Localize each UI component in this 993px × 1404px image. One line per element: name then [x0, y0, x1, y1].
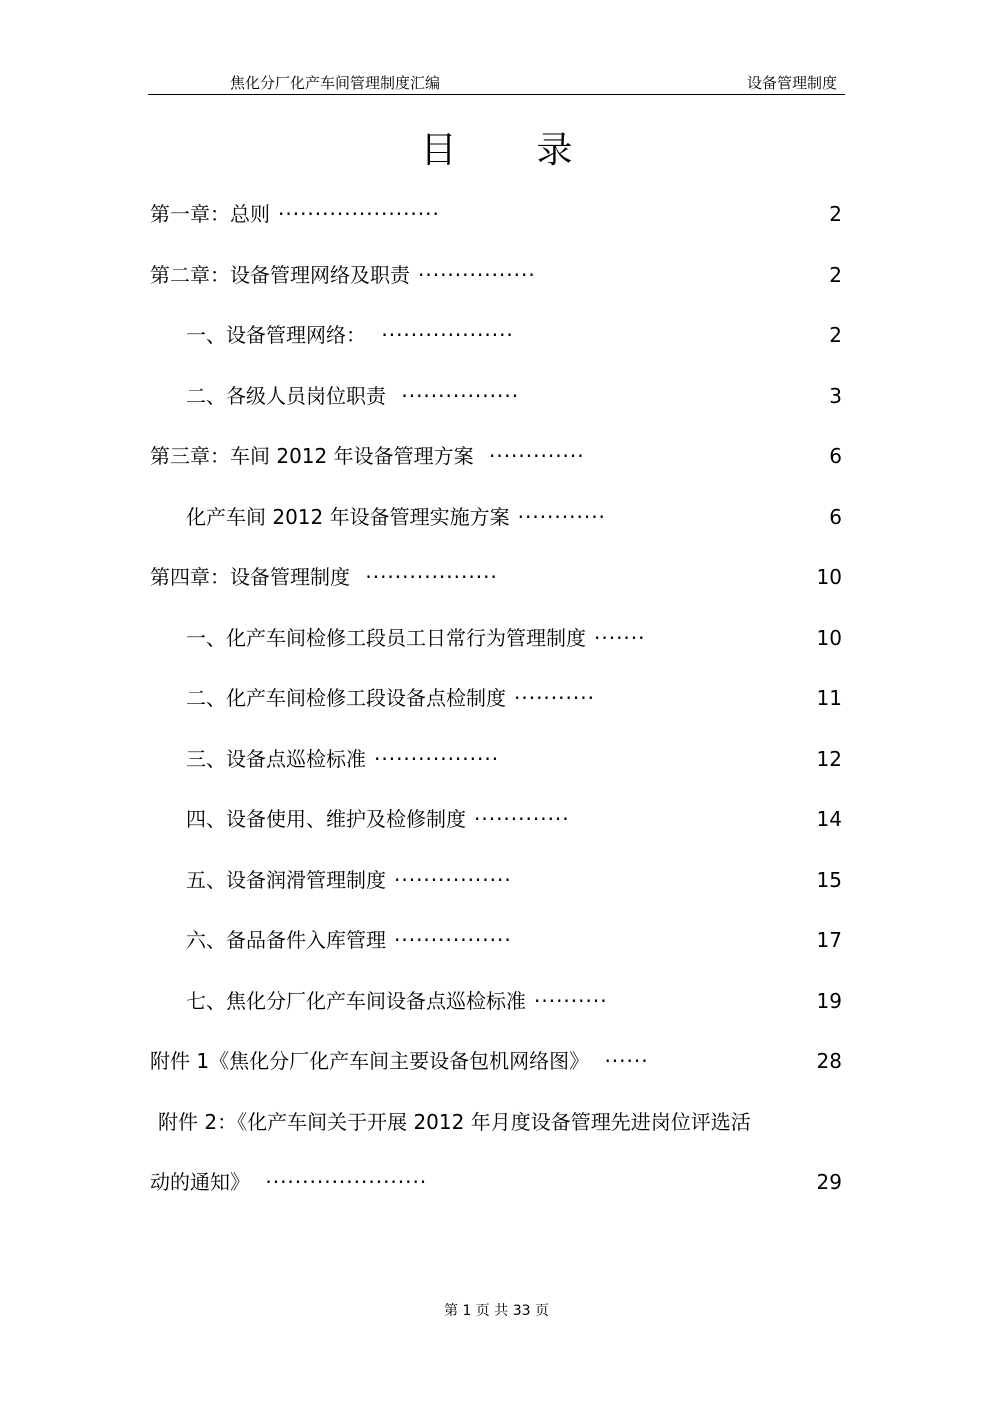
toc-leader-dots: ················	[394, 928, 512, 952]
toc-leader-dots: ··········	[534, 988, 608, 1013]
toc-title	[0, 122, 993, 173]
toc-entry-text	[150, 259, 536, 291]
toc-entry-text	[186, 803, 570, 835]
toc-entry-label: 第三章：车间 2012 年设备管理方案	[150, 444, 474, 468]
toc-entry-label: 五、设备润滑管理制度	[186, 867, 386, 892]
toc-page-number: 2	[829, 262, 842, 287]
toc-entry-text	[186, 380, 519, 412]
toc-entry-label: 化产车间 2012 年设备管理实施方案	[186, 504, 510, 529]
toc-entry-label: 二、化产车间检修工段设备点检制度	[186, 686, 506, 710]
toc-leader-dots: ······	[597, 1049, 649, 1073]
toc-entry-text	[150, 1166, 427, 1198]
toc-entry[interactable]	[150, 622, 842, 683]
toc-leader-dots: ······················	[258, 1170, 428, 1194]
toc-page-number: 10	[816, 565, 842, 589]
toc-page-number: 3	[829, 383, 842, 408]
toc-page-number: 28	[816, 1049, 842, 1073]
toc-entry-text	[186, 985, 608, 1017]
toc-entry-text	[150, 1045, 649, 1077]
toc-entry[interactable]	[150, 985, 842, 1046]
toc-page-number: 10	[816, 625, 842, 650]
toc-page-number: 6	[829, 504, 842, 529]
toc-entry-text	[186, 743, 499, 775]
toc-leader-dots: ··················	[358, 565, 498, 589]
page-footer: 第 1 页 共 33 页	[444, 1303, 549, 1319]
header-section-title: 设备管理制度	[746, 74, 837, 92]
toc-entry-text	[150, 440, 585, 472]
toc-entry[interactable]	[150, 198, 842, 259]
toc-leader-dots: ·······	[594, 625, 646, 650]
toc-entry-label: 三、设备点巡检标准	[186, 746, 366, 771]
toc-leader-dots: ······················	[278, 202, 440, 226]
toc-entry-text	[158, 1106, 759, 1138]
toc-page-number: 2	[829, 202, 842, 226]
page-header	[148, 70, 845, 95]
toc-entry-label: 四、设备使用、维护及检修制度	[186, 807, 466, 831]
toc-page-number: 19	[816, 988, 842, 1013]
toc-entry[interactable]	[150, 380, 842, 441]
table-of-contents	[150, 198, 842, 1227]
toc-title-char: 目	[420, 130, 457, 171]
toc-entry[interactable]	[150, 803, 842, 864]
toc-entry-text	[150, 198, 440, 230]
toc-entry[interactable]	[150, 682, 842, 743]
toc-entry[interactable]	[150, 1106, 842, 1167]
toc-entry[interactable]	[150, 259, 842, 320]
toc-entry[interactable]	[150, 561, 842, 622]
toc-leader-dots: ·············	[481, 444, 585, 468]
toc-leader-dots: ················	[394, 383, 520, 408]
toc-entry-label: 一、化产车间检修工段员工日常行为管理制度	[186, 625, 586, 650]
toc-entry[interactable]	[150, 924, 842, 985]
toc-entry-label: 二、各级人员岗位职责	[186, 383, 386, 408]
toc-entry[interactable]	[150, 440, 842, 501]
toc-page-number: 2	[829, 323, 842, 347]
toc-entry-label: 一、设备管理网络：	[186, 323, 366, 347]
toc-entry[interactable]	[150, 501, 842, 562]
toc-entry[interactable]	[150, 743, 842, 804]
toc-entry-label: 第一章：总则	[150, 202, 270, 226]
toc-leader-dots: ·············	[474, 807, 570, 831]
toc-page-number: 14	[816, 807, 842, 831]
toc-entry-text	[186, 682, 595, 714]
toc-page-number: 11	[816, 686, 842, 710]
toc-page-number: 15	[816, 867, 842, 892]
header-doc-title: 焦化分厂化产车间管理制度汇编	[230, 74, 441, 92]
toc-entry-text	[186, 501, 606, 533]
toc-entry-text	[186, 622, 646, 654]
toc-leader-dots: ··················	[374, 323, 514, 347]
toc-title-char: 录	[536, 130, 573, 171]
toc-leader-dots: ················	[418, 262, 536, 287]
toc-entry[interactable]	[150, 864, 842, 925]
toc-entry-label: 动的通知》	[150, 1170, 250, 1194]
toc-page-number: 29	[816, 1170, 842, 1194]
toc-page-number: 12	[816, 746, 842, 771]
toc-entry-text	[186, 864, 512, 896]
toc-entry-label: 七、焦化分厂化产车间设备点巡检标准	[186, 988, 526, 1013]
toc-entry-label: 六、备品备件入库管理	[186, 928, 386, 952]
toc-entry[interactable]	[150, 319, 842, 380]
toc-entry-text	[186, 924, 512, 956]
toc-entry-text	[150, 561, 498, 593]
toc-entry-label: 附件 1《焦化分厂化产车间主要设备包机网络图》	[150, 1049, 590, 1073]
toc-entry-label: 第四章：设备管理制度	[150, 565, 350, 589]
toc-page-number: 17	[816, 928, 842, 952]
toc-leader-dots: ·················	[374, 746, 500, 771]
toc-page-number: 6	[829, 444, 842, 468]
toc-entry-label: 第二章：设备管理网络及职责	[150, 262, 410, 287]
toc-entry-text	[186, 319, 514, 351]
toc-leader-dots: ···········	[514, 686, 595, 710]
toc-leader-dots: ············	[517, 504, 606, 529]
toc-entry[interactable]	[150, 1166, 842, 1227]
toc-entry-label: 附件 2：《化产车间关于开展 2012 年月度设备管理先进岗位评选活	[158, 1109, 751, 1134]
toc-leader-dots: ················	[394, 867, 512, 892]
toc-entry[interactable]	[150, 1045, 842, 1106]
